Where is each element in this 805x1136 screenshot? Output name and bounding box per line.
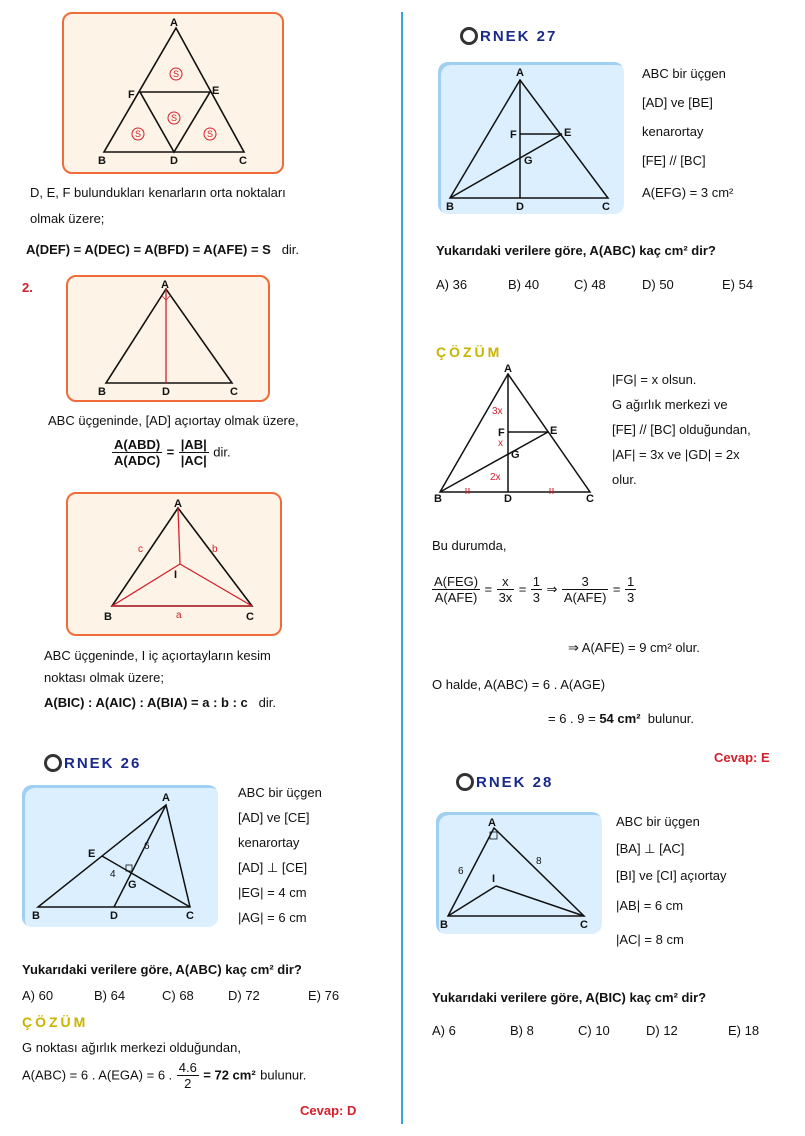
ornek-27-solution-text: |FG| = x olsun. G ağırlık merkezi ve [FE] // [BC] olduğundan, |AF| = 3x ve |GD| = 2x olur. — [612, 372, 751, 487]
svg-text:B: B — [98, 155, 106, 167]
svg-text:8: 8 — [536, 856, 542, 867]
svg-text:4: 4 — [110, 869, 116, 880]
svg-text:A: A — [504, 363, 512, 375]
ornek-27-solution-figure — [430, 362, 600, 509]
svg-text:D: D — [504, 493, 512, 504]
svg-text:D: D — [170, 155, 178, 167]
bisector-text: ABC üçgeninde, [AD] açıortay olmak üzere, — [48, 413, 299, 428]
incenter-ratio: A(BIC) : A(AIC) : A(BIA) = a : b : c dir. — [44, 695, 276, 710]
figure-bisector-triangle — [66, 275, 270, 402]
area-equality: A(DEF) = A(DEC) = A(BFD) = A(AFE) = S dir. — [26, 242, 300, 257]
ornek-logo-icon — [456, 773, 474, 791]
svg-text:B: B — [440, 919, 448, 931]
svg-text:b: b — [212, 544, 218, 555]
column-divider — [401, 12, 403, 1124]
svg-text:c: c — [138, 544, 143, 555]
figure-midpoint-triangle — [62, 12, 284, 174]
bisector-ratio: $\frac{\text{A(ABD)}}{\text{A(ADC)}}$ = $\frac{|AB|}{|AC|}$ dir. — [114, 437, 231, 468]
option-d[interactable]: D) 72 — [228, 988, 260, 1003]
figure-incenter-triangle — [66, 492, 282, 636]
svg-text:C: C — [239, 155, 247, 167]
option-d[interactable]: D) 12 — [646, 1023, 678, 1038]
ornek-26-options — [22, 988, 382, 1006]
svg-text:x: x — [498, 438, 503, 449]
ornek-26-solution-2: A(ABC) = 6 . A(EGA) = 6 . $\frac{4.6}{2}$ = 72 cm² bulunur. — [22, 1060, 307, 1091]
svg-text:F: F — [128, 89, 135, 101]
ornek-28-given: ABC bir üçgen [BA] ⊥ [AC] [BI] ve [CI] açıortay |AB| = 6 cm |AC| = 8 cm — [616, 814, 727, 947]
ornek-27-given: ABC bir üçgen [AD] ve [BE] kenarortay [FE] // [BC] A(EFG) = 3 cm² — [642, 66, 734, 200]
option-c[interactable]: C) 10 — [578, 1023, 610, 1038]
ornek-27-eq3: O halde, A(ABC) = 6 . A(AGE) — [432, 677, 606, 692]
ornek-26-given: ABC bir üçgen [AD] ve [CE] kenarortay [AD] ⊥ [CE] |EG| = 4 cm |AG| = 6 cm — [238, 785, 322, 925]
svg-text:A: A — [174, 498, 182, 510]
option-c[interactable]: C) 68 — [162, 988, 194, 1003]
option-b[interactable]: B) 40 — [508, 277, 540, 292]
svg-text:A: A — [488, 817, 496, 829]
ornek-27-figure — [438, 62, 624, 214]
ornek-27-eq4: = 6 . 9 = 54 cm² bulunur. — [548, 711, 695, 726]
ornek-28-title: RNEK 28 — [456, 774, 553, 792]
ornek-logo-icon — [44, 754, 62, 772]
svg-text:B: B — [446, 201, 454, 213]
option-e[interactable]: E) 54 — [722, 277, 754, 292]
option-b[interactable]: B) 64 — [94, 988, 126, 1003]
ornek-26-title: RNEK 26 — [44, 755, 141, 773]
ornek-26-question: Yukarıdaki verilere göre, A(ABC) kaç cm² dir? — [22, 962, 302, 977]
svg-text:I: I — [492, 873, 496, 885]
bu-durumda: Bu durumda, — [432, 538, 507, 553]
svg-text:G: G — [511, 449, 520, 461]
svg-text:A: A — [170, 17, 178, 29]
svg-text:A: A — [162, 792, 170, 804]
option-a[interactable]: A) 60 — [22, 988, 54, 1003]
svg-text:A: A — [161, 279, 169, 291]
option-a[interactable]: A) 36 — [436, 277, 468, 292]
svg-text:S: S — [134, 129, 142, 139]
svg-text:6: 6 — [458, 866, 464, 877]
ornek-28-question: Yukarıdaki verilere göre, A(BIC) kaç cm² dir? — [432, 990, 707, 1005]
svg-text:6: 6 — [144, 841, 150, 852]
svg-text:G: G — [524, 155, 533, 167]
svg-text:E: E — [88, 848, 96, 860]
ornek-27-title: RNEK 27 — [460, 28, 557, 46]
incenter-text-1: ABC üçgeninde, I iç açıortayların kesim — [44, 648, 271, 663]
option-b[interactable]: B) 8 — [510, 1023, 534, 1038]
ornek-26-figure — [22, 785, 218, 927]
svg-text:B: B — [434, 493, 442, 504]
midpoint-text-1: D, E, F bulundukları kenarların orta noktaları — [30, 185, 286, 200]
item-number-2: 2. — [22, 280, 33, 295]
ornek-27-options — [436, 277, 786, 295]
option-c[interactable]: C) 48 — [574, 277, 606, 292]
svg-text:3x: 3x — [492, 406, 503, 417]
svg-text:C: C — [246, 611, 254, 623]
ornek-27-question: Yukarıdaki verilere göre, A(ABC) kaç cm² dir? — [436, 243, 716, 258]
option-d[interactable]: D) 50 — [642, 277, 674, 292]
svg-text:S: S — [172, 69, 180, 79]
svg-text:a: a — [176, 610, 182, 621]
ornek-logo-icon — [460, 27, 478, 45]
svg-text:I: I — [174, 569, 178, 581]
ornek-26-solution-1: G noktası ağırlık merkezi olduğundan, — [22, 1040, 241, 1055]
ornek-27-cozum: ÇÖZÜM — [436, 344, 503, 360]
svg-text:C: C — [602, 201, 610, 213]
svg-text:E: E — [212, 85, 220, 97]
svg-text:D: D — [162, 386, 170, 398]
ornek-28-options — [432, 1023, 782, 1041]
ornek-28-figure — [436, 812, 602, 934]
svg-text:S: S — [206, 129, 214, 139]
svg-text:F: F — [498, 427, 505, 439]
svg-text:C: C — [586, 493, 594, 504]
midpoint-text-2: olmak üzere; — [30, 211, 105, 226]
incenter-text-2: noktası olmak üzere; — [44, 670, 164, 685]
ornek-26-cozum: ÇÖZÜM — [22, 1014, 89, 1030]
svg-text:A: A — [516, 67, 524, 79]
svg-text:E: E — [550, 425, 558, 437]
svg-text:S: S — [170, 113, 178, 123]
svg-text:C: C — [580, 919, 588, 931]
ornek-27-eq2: ⇒ A(AFE) = 9 cm² olur. — [568, 640, 700, 655]
svg-text:C: C — [230, 386, 238, 398]
svg-text:2x: 2x — [490, 472, 501, 483]
svg-text:B: B — [104, 611, 112, 623]
svg-text:G: G — [128, 879, 137, 891]
svg-text:D: D — [110, 910, 118, 922]
ornek-27-answer: Cevap: E — [714, 750, 770, 765]
svg-text:F: F — [510, 129, 517, 141]
ornek-26-answer: Cevap: D — [300, 1103, 357, 1118]
svg-text:E: E — [564, 127, 572, 139]
option-e[interactable]: E) 18 — [728, 1023, 760, 1038]
option-e[interactable]: E) 76 — [308, 988, 340, 1003]
svg-text:C: C — [186, 910, 194, 922]
svg-text:B: B — [32, 910, 40, 922]
option-a[interactable]: A) 6 — [432, 1023, 456, 1038]
svg-text:D: D — [516, 201, 524, 213]
svg-text:B: B — [98, 386, 106, 398]
ornek-27-ratio-eq: $\frac{\text{A(FEG)}}{\text{A(AFE)}}$ = $\frac{x}{3x}$ = $\frac{1}{3}$ ⇒ $\frac{3}{\text{A(AFE)}}$ = $\frac{1}{3}$ — [434, 574, 635, 605]
